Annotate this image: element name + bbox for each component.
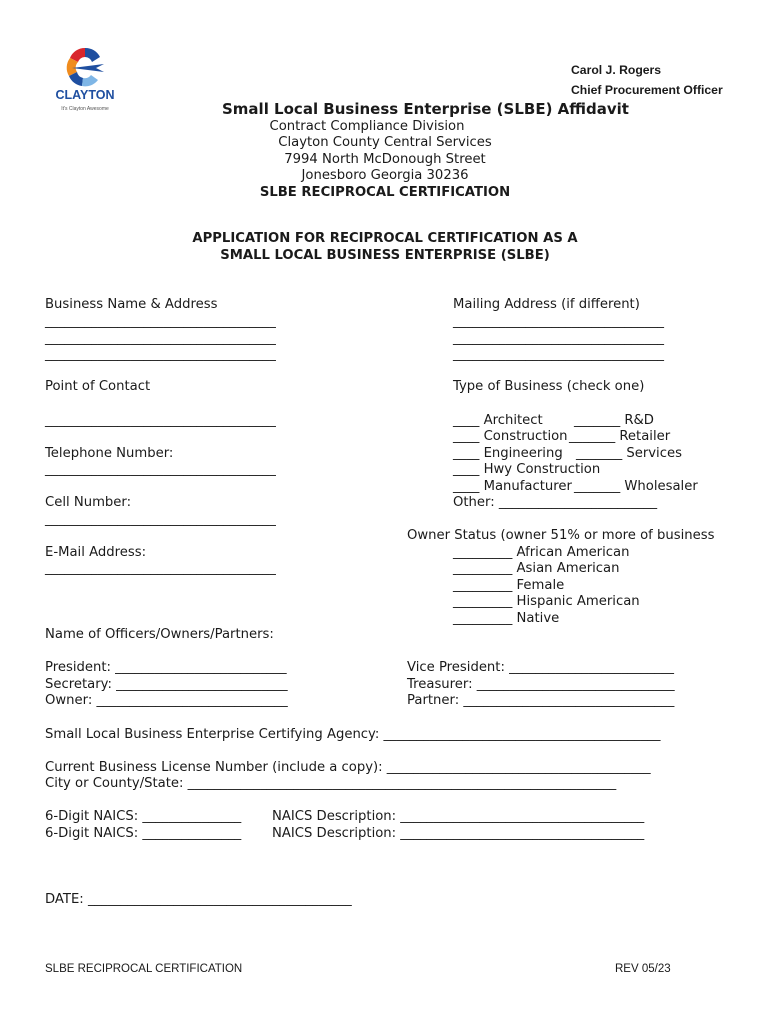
form-title: Small Local Business Enterprise (SLBE) Affidavit: [222, 100, 629, 118]
business-name-label: Business Name & Address: [45, 297, 218, 312]
officer-name: Carol J. Rogers: [571, 63, 662, 77]
business-name-line-3[interactable]: ___________________________________: [45, 347, 276, 362]
mailing-line-2[interactable]: ________________________________: [453, 331, 664, 346]
mailing-line-3[interactable]: ________________________________: [453, 347, 664, 362]
footer-revision: REV 05/23: [615, 963, 671, 975]
point-of-contact-line[interactable]: ___________________________________: [45, 413, 276, 428]
footer-label: SLBE RECIPROCAL CERTIFICATION: [45, 963, 243, 975]
city-county-state-field[interactable]: City or County/State: _________________________________________________________________: [45, 776, 617, 791]
officer-title: Chief Procurement Officer: [571, 83, 723, 97]
naics-description-1[interactable]: NAICS Description: _____________________________________: [272, 809, 645, 824]
type-hwy-construction[interactable]: ____ Hwy Construction: [453, 462, 601, 477]
logo-tagline: It's Clayton Awesome: [61, 106, 109, 112]
telephone-line[interactable]: ___________________________________: [45, 462, 276, 477]
address-line-4: Jonesboro Georgia 30236: [301, 168, 469, 183]
business-license-field[interactable]: Current Business License Number (include a copy): ________________________________________: [45, 760, 651, 775]
type-rd[interactable]: _______ R&D: [574, 413, 654, 428]
certifying-agency-field[interactable]: Small Local Business Enterprise Certifying Agency: __________________________________________: [45, 727, 661, 742]
owner-african-american[interactable]: _________ African American: [453, 545, 630, 560]
owner-asian-american[interactable]: _________ Asian American: [453, 561, 620, 576]
type-construction[interactable]: ____ Construction: [453, 429, 568, 444]
owner-field[interactable]: Owner: _____________________________: [45, 693, 288, 708]
mailing-label: Mailing Address (if different): [453, 297, 640, 312]
secretary-field[interactable]: Secretary: __________________________: [45, 677, 288, 692]
type-engineering[interactable]: ____ Engineering: [453, 446, 563, 461]
type-manufacturer[interactable]: ____ Manufacturer: [453, 479, 572, 494]
telephone-label: Telephone Number:: [45, 446, 174, 461]
treasurer-field[interactable]: Treasurer: ______________________________: [407, 677, 675, 692]
date-field[interactable]: DATE: ________________________________________: [45, 892, 352, 907]
logo-word: CLAYTON: [55, 88, 115, 102]
email-label: E-Mail Address:: [45, 545, 147, 560]
naics-description-2[interactable]: NAICS Description: _____________________________________: [272, 826, 645, 841]
owner-status-label: Owner Status (owner 51% or more of business: [407, 528, 715, 543]
address-line-2: Clayton County Central Services: [278, 135, 492, 150]
business-name-line-1[interactable]: ___________________________________: [45, 314, 276, 329]
email-line[interactable]: ___________________________________: [45, 561, 276, 576]
app-title-2: SMALL LOCAL BUSINESS ENTERPRISE (SLBE): [220, 248, 550, 263]
cert-title: SLBE RECIPROCAL CERTIFICATION: [259, 185, 511, 200]
type-other[interactable]: Other: ________________________: [453, 495, 658, 510]
point-of-contact-label: Point of Contact: [45, 379, 151, 394]
address-line-1: Contract Compliance Division: [269, 119, 465, 134]
type-services[interactable]: _______ Services: [576, 446, 682, 461]
owner-female[interactable]: _________ Female: [453, 578, 565, 593]
naics-field-2[interactable]: 6-Digit NAICS: _______________: [45, 826, 242, 841]
officers-heading: Name of Officers/Owners/Partners:: [45, 627, 274, 642]
business-name-line-2[interactable]: ___________________________________: [45, 331, 276, 346]
type-of-business-label: Type of Business (check one): [453, 379, 645, 394]
partner-field[interactable]: Partner: ________________________________: [407, 693, 675, 708]
vice-president-field[interactable]: Vice President: _________________________: [407, 660, 674, 675]
type-wholesaler[interactable]: _______ Wholesaler: [574, 479, 698, 494]
app-title-1: APPLICATION FOR RECIPROCAL CERTIFICATION AS A: [192, 231, 578, 246]
cell-label: Cell Number:: [45, 495, 132, 510]
owner-hispanic-american[interactable]: _________ Hispanic American: [453, 594, 640, 609]
owner-native[interactable]: _________ Native: [453, 611, 560, 626]
president-field[interactable]: President: __________________________: [45, 660, 287, 675]
cell-line[interactable]: ___________________________________: [45, 512, 276, 527]
address-line-3: 7994 North McDonough Street: [284, 152, 486, 167]
naics-field-1[interactable]: 6-Digit NAICS: _______________: [45, 809, 242, 824]
type-retailer[interactable]: _______ Retailer: [569, 429, 671, 444]
mailing-line-1[interactable]: ________________________________: [453, 314, 664, 329]
logo-emblem-icon: [67, 48, 104, 86]
clayton-logo: [46, 44, 124, 116]
type-architect[interactable]: ____ Architect: [453, 413, 543, 428]
